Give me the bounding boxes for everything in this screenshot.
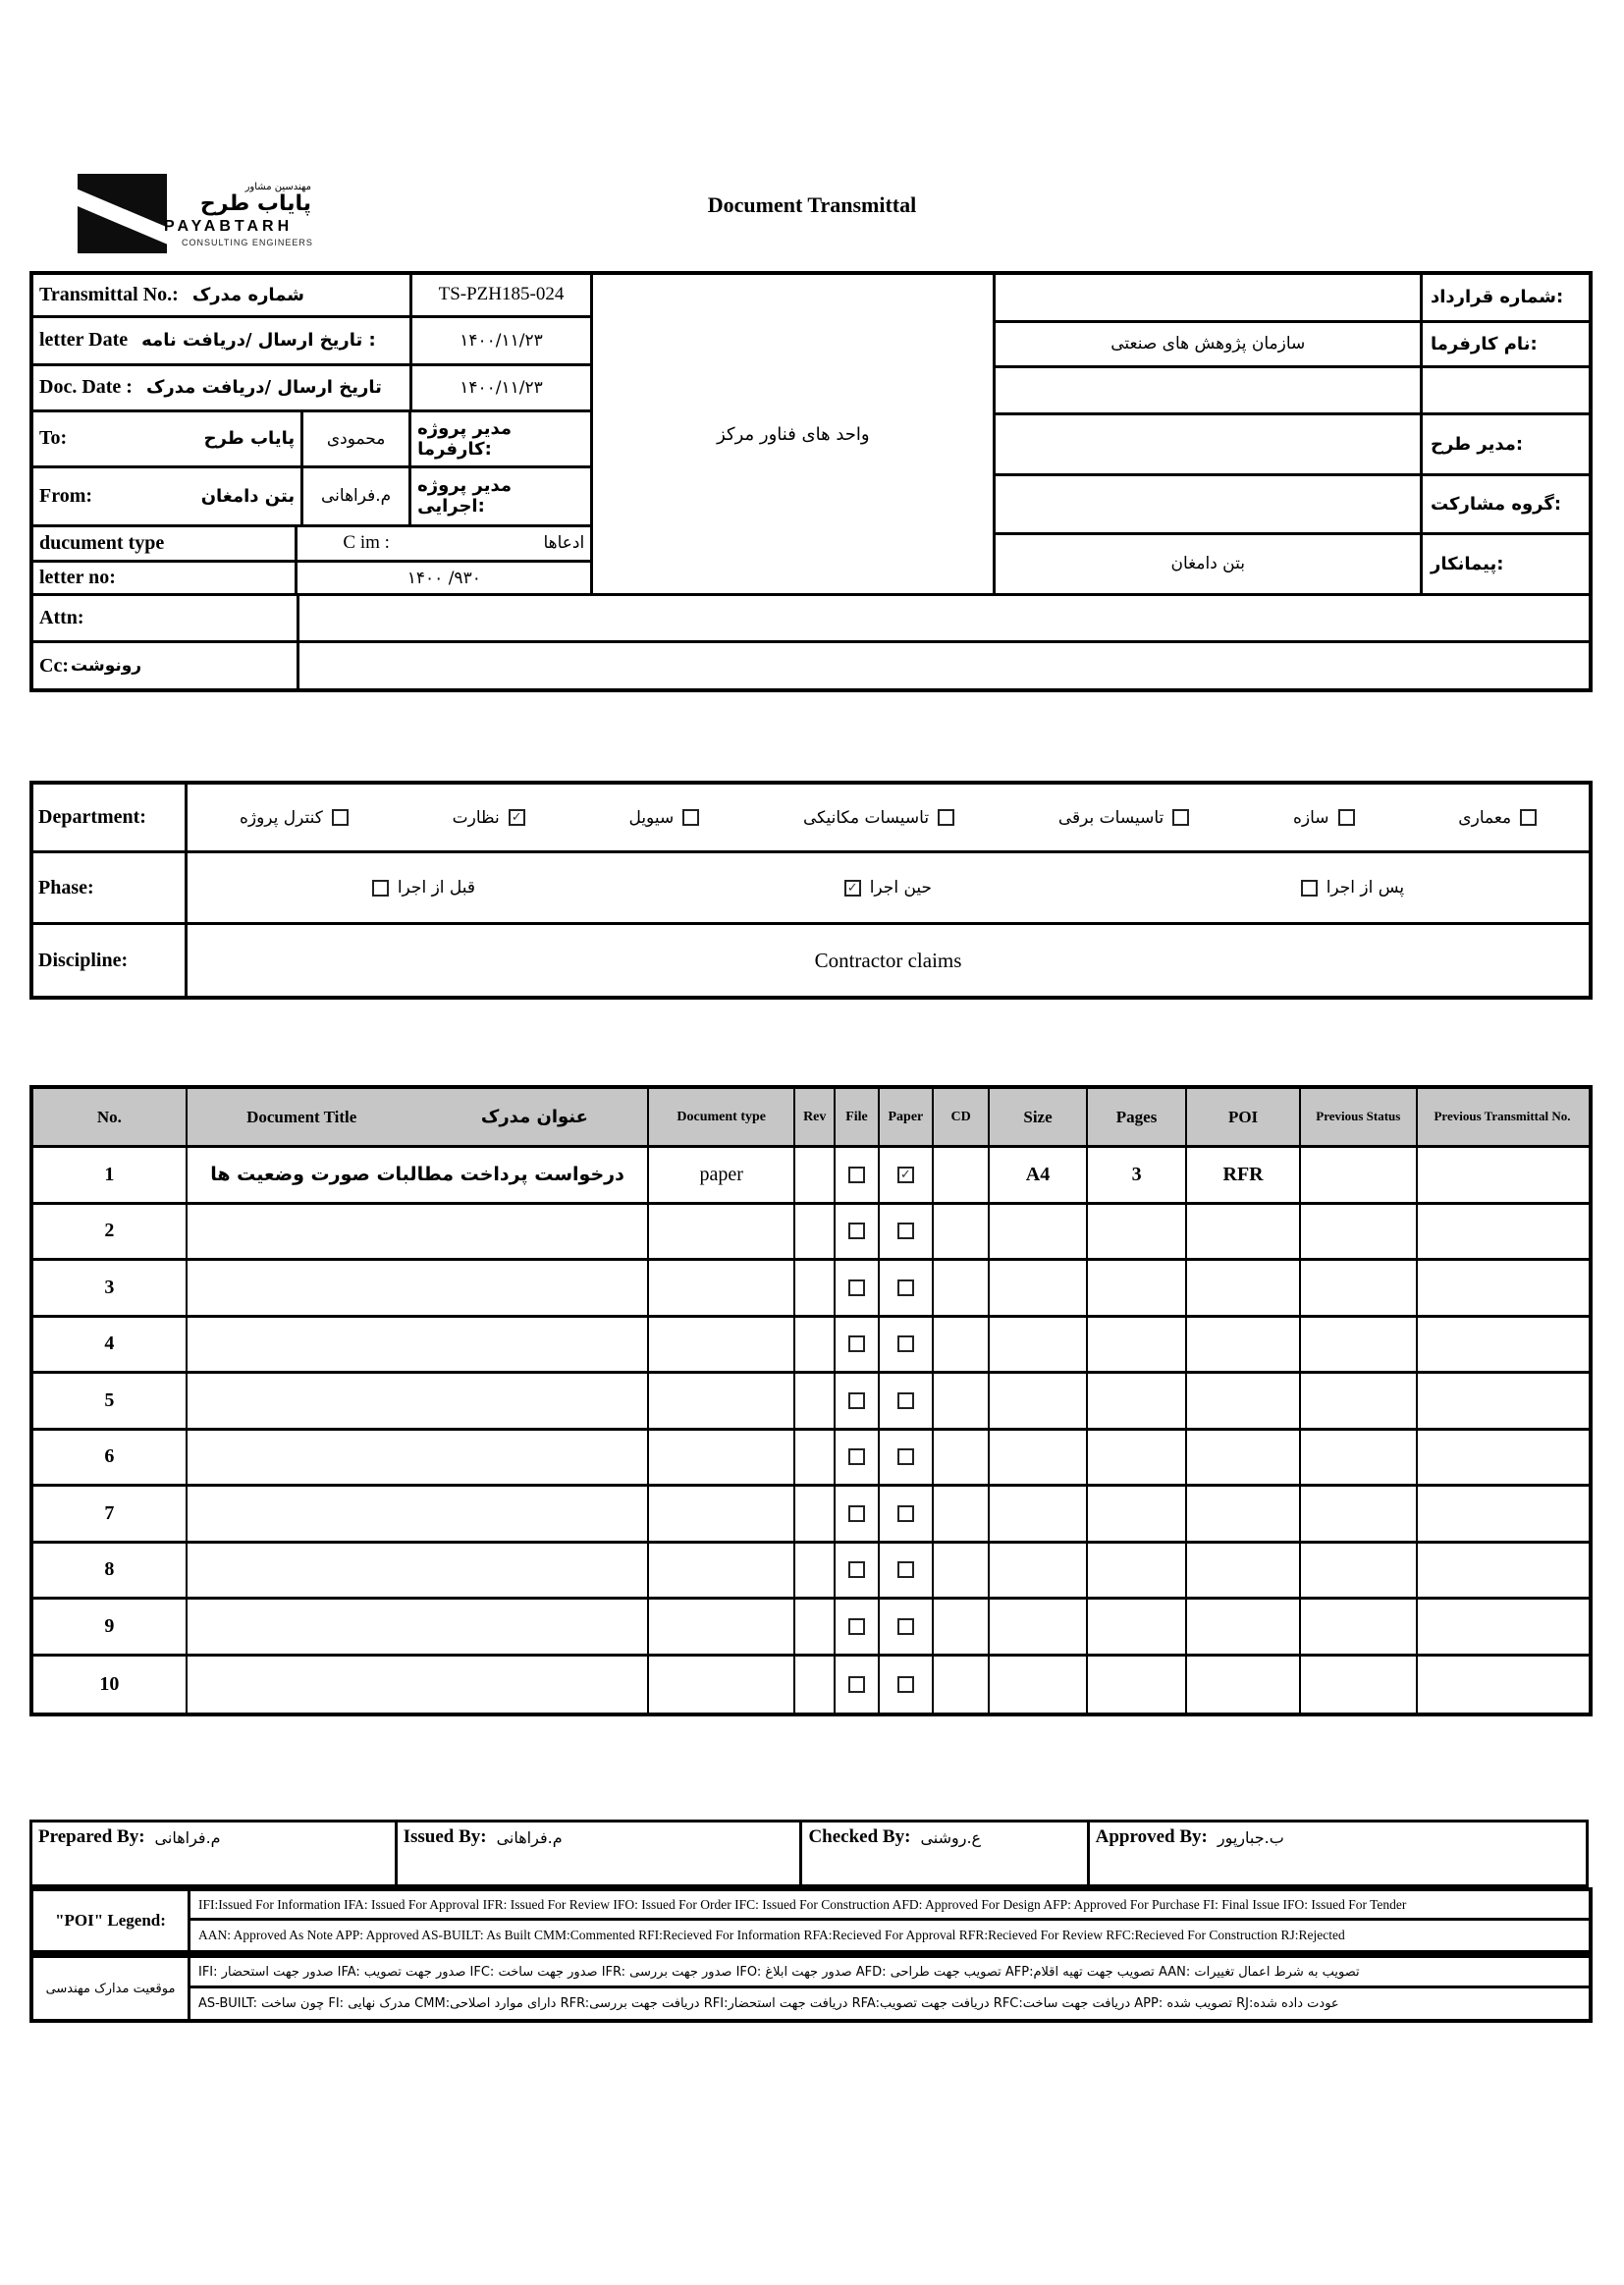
doc-cell-pages[interactable]	[1088, 1261, 1187, 1315]
doc-cell-pages[interactable]	[1088, 1318, 1187, 1372]
department-checkbox[interactable]	[1520, 809, 1537, 826]
doc-cell-size[interactable]	[990, 1205, 1088, 1259]
discipline-value[interactable]: Contractor claims	[814, 948, 962, 972]
department-option-label: نظارت	[452, 807, 500, 828]
doc-cell-type[interactable]	[649, 1205, 795, 1259]
file-checkbox[interactable]	[848, 1335, 865, 1352]
documents-table	[29, 1085, 1593, 1716]
file-checkbox[interactable]	[848, 1561, 865, 1578]
doc-cell-title[interactable]	[188, 1544, 649, 1598]
doc-cell-type[interactable]	[649, 1657, 795, 1714]
transmittal-no-label: Transmittal No.:	[39, 283, 179, 305]
fa-legend-line2: AS-BUILT: چون ساخت FI: مدرک نهایی CMM:دارای موارد اصلاحی RFR:دریافت جهت بررسی RFI:دریافت جهت استحضار RFA:دریافت جهت تصویب RFC:دریافت جهت ساخت APP: تصویب شده RJ:عودت داده شده	[198, 1996, 1339, 2011]
cc-row	[33, 643, 1589, 688]
file-checkbox[interactable]	[848, 1448, 865, 1465]
doc-cell-no[interactable]: 9	[33, 1600, 188, 1654]
doc-cell-prev-transmittal[interactable]	[1418, 1261, 1588, 1315]
transmittal-no-row	[33, 275, 590, 318]
contractor-value[interactable]: بتن دامغان	[996, 535, 1423, 593]
documents-header-row	[33, 1089, 1589, 1148]
col-cd: CD	[934, 1089, 990, 1145]
doc-cell-prev-transmittal[interactable]	[1418, 1374, 1588, 1428]
doc-cell-prev-transmittal[interactable]	[1418, 1487, 1588, 1541]
doc-cell-title[interactable]	[188, 1148, 649, 1202]
doc-cell-poi[interactable]: RFR	[1187, 1148, 1301, 1202]
phase-label: Phase:	[33, 853, 188, 922]
to-person[interactable]: محمودی	[303, 412, 411, 465]
doc-cell-type[interactable]	[649, 1600, 795, 1654]
doc-cell-prev-status[interactable]	[1301, 1600, 1418, 1654]
doc-cell-type[interactable]	[649, 1431, 795, 1485]
phase-option	[844, 878, 932, 898]
doc-cell-pages[interactable]	[1088, 1600, 1187, 1654]
to-label: To:	[39, 427, 68, 450]
doc-cell-file	[836, 1318, 879, 1372]
signature-row	[29, 1820, 1589, 1887]
documents-body	[33, 1148, 1589, 1713]
col-prev-status: Previous Status	[1301, 1089, 1418, 1145]
doc-cell-rev[interactable]	[795, 1261, 836, 1315]
paper-checkbox[interactable]	[897, 1448, 914, 1465]
department-checkbox[interactable]	[682, 809, 699, 826]
document-row	[33, 1544, 1589, 1601]
file-checkbox[interactable]	[848, 1223, 865, 1239]
doc-cell-prev-status[interactable]	[1301, 1487, 1418, 1541]
file-checkbox[interactable]	[848, 1505, 865, 1522]
from-label: From:	[39, 484, 93, 507]
doc-cell-paper	[880, 1544, 934, 1598]
doc-cell-size[interactable]	[990, 1544, 1088, 1598]
to-row	[33, 412, 590, 468]
document-row	[33, 1600, 1589, 1657]
prepared-by-box	[29, 1820, 395, 1887]
plan-manager-label: مدیر طرح:	[1431, 433, 1524, 455]
from-role: مدیر پروژه اجرایی:	[417, 475, 513, 517]
doc-cell-no[interactable]: 1	[33, 1148, 188, 1202]
doc-cell-paper	[880, 1148, 934, 1202]
col-title-en: Document Title	[246, 1107, 357, 1126]
doc-cell-rev[interactable]	[795, 1374, 836, 1428]
file-checkbox[interactable]	[848, 1167, 865, 1183]
doc-cell-paper	[880, 1318, 934, 1372]
doc-cell-cd[interactable]	[934, 1657, 990, 1714]
approved-by-box	[1087, 1820, 1589, 1887]
paper-checkbox[interactable]	[897, 1392, 914, 1409]
doc-cell-pages[interactable]	[1088, 1205, 1187, 1259]
doc-cell-cd[interactable]	[934, 1261, 990, 1315]
file-checkbox[interactable]	[848, 1392, 865, 1409]
fa-legend-line1: IFI: صدور جهت استحضار IFA: صدور جهت تصویب IFC: صدور جهت ساخت IFR: صدور جهت بررسی IFO: صدور جهت ابلاغ AFD: تصویب جهت طراحی AFP:تصویب جهت تهیه اقلام AAN: تصویب به شرط اعمال تغییرات	[190, 1958, 1589, 1988]
doc-cell-size[interactable]	[990, 1600, 1088, 1654]
from-value[interactable]: بتن دامغان	[200, 485, 296, 507]
department-checkbox[interactable]	[332, 809, 349, 826]
from-row	[33, 468, 590, 526]
doc-cell-size[interactable]	[990, 1374, 1088, 1428]
doc-cell-pages[interactable]	[1088, 1431, 1187, 1485]
doc-cell-paper	[880, 1487, 934, 1541]
doc-cell-no[interactable]: 5	[33, 1374, 188, 1428]
doc-cell-rev[interactable]	[795, 1544, 836, 1598]
letter-no-label: letter no:	[39, 567, 116, 589]
department-checkbox[interactable]	[938, 809, 954, 826]
doc-cell-no[interactable]: 8	[33, 1544, 188, 1598]
doc-cell-poi[interactable]	[1187, 1374, 1301, 1428]
doc-cell-pages[interactable]	[1088, 1374, 1187, 1428]
department-option-label: سازه	[1293, 807, 1329, 828]
doc-cell-pages[interactable]: 3	[1088, 1148, 1187, 1202]
document-type-value-en[interactable]: C im :	[343, 532, 390, 554]
doc-cell-file	[836, 1374, 879, 1428]
cc-label: Cc:	[39, 654, 69, 677]
document-row	[33, 1318, 1589, 1375]
doc-date-label: Doc. Date :	[39, 376, 133, 399]
doc-cell-cd[interactable]	[934, 1544, 990, 1598]
document-row	[33, 1487, 1589, 1544]
doc-cell-poi[interactable]	[1187, 1487, 1301, 1541]
paper-checkbox[interactable]	[897, 1279, 914, 1296]
poi-legend-line2: AAN: Approved As Note APP: Approved AS-BUILT: As Built CMM:Commented RFI:Recieved For Information RFA:Recieved For Approval RFR:Recieved For Review RFC:Recieved For Construction RJ:Rejected	[198, 1928, 1345, 1942]
doc-cell-paper	[880, 1374, 934, 1428]
doc-cell-no[interactable]: 10	[33, 1657, 188, 1714]
doc-cell-size[interactable]	[990, 1431, 1088, 1485]
doc-cell-poi[interactable]	[1187, 1318, 1301, 1372]
col-type: Document type	[649, 1089, 795, 1145]
logo-tagline-fa: مهندسین مشاور	[244, 182, 311, 192]
doc-cell-title[interactable]	[188, 1487, 649, 1541]
doc-cell-type[interactable]: paper	[649, 1148, 795, 1202]
doc-cell-cd[interactable]	[934, 1600, 990, 1654]
fa-legend-label: موقعیت مدارک مهندسی	[33, 1958, 190, 2019]
transmittal-no-label-fa: شماره مدرک	[191, 284, 304, 305]
doc-date-value[interactable]: ۱۴۰۰/۱۱/۲۳	[460, 377, 543, 398]
contract-no-value[interactable]	[996, 275, 1423, 320]
file-checkbox[interactable]	[848, 1279, 865, 1296]
phase-option	[372, 878, 475, 898]
doc-cell-prev-transmittal[interactable]	[1418, 1205, 1588, 1259]
poi-legend-line1: IFI:Issued For Information IFA: Issued For Approval IFR: Issued For Review IFO: Issued For Order IFC: Issued For Construction AFD: Approved For Design AFP: Approved For Purchase FI: Final Issue IFO: Issued For Tender	[190, 1891, 1589, 1921]
doc-cell-cd[interactable]	[934, 1205, 990, 1259]
paper-checkbox[interactable]	[897, 1618, 914, 1635]
doc-cell-rev[interactable]	[795, 1148, 836, 1202]
doc-cell-prev-transmittal[interactable]	[1418, 1657, 1588, 1714]
doc-cell-file	[836, 1487, 879, 1541]
doc-cell-cd[interactable]	[934, 1374, 990, 1428]
letter-no-row	[33, 563, 590, 593]
cc-value[interactable]	[299, 643, 1589, 688]
paper-checkbox[interactable]	[897, 1505, 914, 1522]
phase-option	[1301, 878, 1404, 898]
paper-checkbox[interactable]	[897, 1676, 914, 1693]
partnership-group-row	[996, 476, 1589, 534]
contractor-label: پیمانکار:	[1431, 553, 1504, 574]
blank-label	[1423, 368, 1589, 412]
doc-cell-size[interactable]	[990, 1261, 1088, 1315]
doc-cell-title[interactable]	[188, 1205, 649, 1259]
engineering-docs-status-legend	[29, 1954, 1593, 2023]
doc-cell-prev-transmittal[interactable]	[1418, 1600, 1588, 1654]
document-row	[33, 1261, 1589, 1318]
department-row	[33, 785, 1589, 853]
approved-by-name[interactable]: ب.جبارپور	[1217, 1828, 1284, 1847]
letter-date-label: letter Date	[39, 329, 129, 352]
doc-cell-title[interactable]	[188, 1374, 649, 1428]
doc-cell-prev-status[interactable]	[1301, 1148, 1418, 1202]
contract-no-row	[996, 275, 1589, 323]
department-options	[188, 785, 1589, 850]
doc-date-row	[33, 366, 590, 412]
phase-option-label: قبل از اجرا	[397, 878, 476, 898]
doc-cell-rev[interactable]	[795, 1657, 836, 1714]
phase-checkbox[interactable]: ✓	[844, 880, 861, 897]
doc-cell-poi[interactable]	[1187, 1600, 1301, 1654]
doc-cell-no[interactable]: 2	[33, 1205, 188, 1259]
logo-subtitle: CONSULTING ENGINEERS	[182, 238, 313, 248]
doc-cell-pages[interactable]	[1088, 1657, 1187, 1714]
doc-cell-no[interactable]: 4	[33, 1318, 188, 1372]
phase-option-label: حین اجرا	[869, 878, 933, 898]
col-rev: Rev	[795, 1089, 836, 1145]
client-name-value[interactable]: سازمان پژوهش های صنعتی	[996, 323, 1423, 366]
doc-cell-cd[interactable]	[934, 1487, 990, 1541]
contract-no-label: شماره قرارداد:	[1431, 287, 1564, 308]
phase-option-label: پس از اجرا	[1326, 878, 1405, 898]
paper-checkbox[interactable]	[897, 1561, 914, 1578]
doc-cell-type[interactable]	[649, 1261, 795, 1315]
document-type-row	[33, 527, 590, 564]
doc-cell-poi[interactable]	[1187, 1205, 1301, 1259]
client-name-label: نام کارفرما:	[1431, 333, 1538, 354]
poi-legend	[29, 1887, 1593, 1954]
page-title: Document Transmittal	[707, 192, 917, 217]
doc-cell-title[interactable]	[188, 1657, 649, 1714]
doc-cell-rev[interactable]	[795, 1205, 836, 1259]
client-name-row	[996, 323, 1589, 369]
paper-checkbox[interactable]	[897, 1223, 914, 1239]
checked-by-label: Checked By:	[808, 1826, 911, 1847]
letter-date-value[interactable]: ۱۴۰۰/۱۱/۲۳	[460, 330, 543, 351]
doc-cell-paper	[880, 1657, 934, 1714]
department-option-label: کنترل پروژه	[239, 807, 323, 828]
doc-date-label-fa: تاریخ ارسال /دریافت مدرک	[145, 377, 382, 399]
department-option	[453, 808, 525, 828]
blank-row	[996, 368, 1589, 415]
doc-cell-paper	[880, 1431, 934, 1485]
transmittal-info-table	[29, 271, 1593, 692]
issued-by-label: Issued By:	[403, 1826, 487, 1847]
doc-cell-prev-transmittal[interactable]	[1418, 1148, 1588, 1202]
doc-cell-prev-status[interactable]	[1301, 1318, 1418, 1372]
department-option-label: سیویل	[628, 807, 675, 828]
doc-cell-rev[interactable]	[795, 1487, 836, 1541]
doc-cell-rev[interactable]	[795, 1318, 836, 1372]
attn-label: Attn:	[39, 607, 84, 628]
document-row	[33, 1657, 1589, 1714]
letter-date-row	[33, 318, 590, 367]
doc-cell-poi[interactable]	[1187, 1544, 1301, 1598]
department-option	[803, 808, 954, 828]
department-option-label: معماری	[1458, 807, 1512, 828]
document-type-value-fa[interactable]: ادعاها	[543, 533, 585, 554]
issued-by-box	[395, 1820, 800, 1887]
doc-cell-file	[836, 1261, 879, 1315]
col-file: File	[836, 1089, 879, 1145]
document-title-text: درخواست پرداخت مطالبات صورت وضعیت ها	[210, 1164, 624, 1186]
department-checkbox[interactable]	[1338, 809, 1355, 826]
doc-cell-file	[836, 1431, 879, 1485]
doc-cell-title[interactable]	[188, 1431, 649, 1485]
department-option	[1458, 808, 1537, 828]
doc-cell-prev-status[interactable]	[1301, 1544, 1418, 1598]
doc-cell-title[interactable]	[188, 1318, 649, 1372]
doc-cell-cd[interactable]	[934, 1148, 990, 1202]
doc-cell-cd[interactable]	[934, 1318, 990, 1372]
transmittal-no-value[interactable]: TS-PZH185-024	[438, 284, 565, 305]
plan-manager-value[interactable]	[996, 415, 1423, 473]
phase-checkbox[interactable]	[372, 880, 389, 897]
paper-checkbox[interactable]	[897, 1335, 914, 1352]
doc-cell-pages[interactable]	[1088, 1544, 1187, 1598]
prepared-by-label: Prepared By:	[38, 1826, 145, 1847]
doc-cell-prev-status[interactable]	[1301, 1431, 1418, 1485]
contractor-row	[996, 535, 1589, 593]
partnership-group-value[interactable]	[996, 476, 1423, 531]
doc-cell-file	[836, 1148, 879, 1202]
col-no: No.	[33, 1089, 188, 1145]
col-size: Size	[990, 1089, 1088, 1145]
doc-cell-size[interactable]	[990, 1318, 1088, 1372]
doc-cell-cd[interactable]	[934, 1431, 990, 1485]
doc-cell-prev-transmittal[interactable]	[1418, 1544, 1588, 1598]
phase-row	[33, 853, 1589, 925]
doc-cell-prev-status[interactable]	[1301, 1205, 1418, 1259]
blank-value[interactable]	[996, 368, 1423, 412]
doc-cell-pages[interactable]	[1088, 1487, 1187, 1541]
doc-cell-no[interactable]: 6	[33, 1431, 188, 1485]
attn-row	[33, 596, 1589, 643]
doc-cell-size[interactable]	[990, 1487, 1088, 1541]
doc-cell-prev-transmittal[interactable]	[1418, 1318, 1588, 1372]
doc-cell-prev-status[interactable]	[1301, 1657, 1418, 1714]
doc-cell-file	[836, 1657, 879, 1714]
poi-legend-label: "POI" Legend:	[33, 1891, 190, 1950]
document-row	[33, 1205, 1589, 1262]
letter-date-label-fa: تاریخ ارسال /دریافت نامه :	[141, 330, 376, 352]
doc-cell-size[interactable]	[990, 1657, 1088, 1714]
document-row	[33, 1431, 1589, 1488]
department-option-label: تاسیسات برقی	[1057, 807, 1164, 828]
document-type-label: ducument type	[39, 531, 165, 554]
paper-checkbox[interactable]: ✓	[897, 1167, 914, 1183]
doc-cell-file	[836, 1600, 879, 1654]
doc-cell-type[interactable]	[649, 1487, 795, 1541]
department-checkbox[interactable]	[1172, 809, 1189, 826]
prepared-by-name[interactable]: م.فراهانی	[154, 1828, 221, 1847]
col-paper: Paper	[880, 1089, 934, 1145]
document-row	[33, 1148, 1589, 1205]
doc-cell-file	[836, 1544, 879, 1598]
col-pages: Pages	[1088, 1089, 1187, 1145]
to-value[interactable]: پایاب طرح	[203, 428, 296, 450]
doc-cell-rev[interactable]	[795, 1600, 836, 1654]
col-poi: POI	[1187, 1089, 1301, 1145]
discipline-label: Discipline:	[33, 925, 188, 996]
doc-cell-poi[interactable]	[1187, 1657, 1301, 1714]
department-label: Department:	[33, 785, 188, 850]
logo-brand-en: PAYABTARH	[164, 218, 294, 236]
discipline-row	[33, 925, 1589, 996]
doc-cell-paper	[880, 1600, 934, 1654]
to-role: مدیر پروژه کارفرما:	[417, 417, 513, 460]
col-title-fa: عنوان مدرک	[480, 1107, 588, 1127]
department-option-label: تاسیسات مکانیکی	[802, 807, 930, 828]
department-option	[628, 808, 699, 828]
from-person[interactable]: م.فراهانی	[303, 468, 411, 523]
cc-label-fa: رونوشت	[70, 656, 142, 676]
document-row	[33, 1374, 1589, 1431]
issued-by-name[interactable]: م.فراهانی	[496, 1828, 563, 1847]
company-logo	[78, 174, 333, 264]
department-option	[1293, 808, 1355, 828]
department-option	[1058, 808, 1189, 828]
doc-cell-poi[interactable]	[1187, 1431, 1301, 1485]
department-checkbox[interactable]: ✓	[509, 809, 525, 826]
letter-no-value[interactable]: ۱۴۰۰ /۹۳۰	[406, 568, 481, 588]
doc-cell-poi[interactable]	[1187, 1261, 1301, 1315]
doc-cell-file	[836, 1205, 879, 1259]
doc-cell-title[interactable]	[188, 1600, 649, 1654]
doc-cell-prev-transmittal[interactable]	[1418, 1431, 1588, 1485]
doc-cell-paper	[880, 1205, 934, 1259]
file-checkbox[interactable]	[848, 1618, 865, 1635]
doc-cell-prev-status[interactable]	[1301, 1261, 1418, 1315]
partnership-group-label: گروه مشارکت:	[1431, 493, 1562, 515]
doc-cell-no[interactable]: 3	[33, 1261, 188, 1315]
classification-table	[29, 781, 1593, 1000]
doc-cell-rev[interactable]	[795, 1431, 836, 1485]
doc-cell-type[interactable]	[649, 1318, 795, 1372]
department-option	[240, 808, 349, 828]
approved-by-label: Approved By:	[1095, 1826, 1208, 1847]
plan-manager-row	[996, 415, 1589, 476]
doc-cell-no[interactable]: 7	[33, 1487, 188, 1541]
center-note: واحد های فناور مرکز	[717, 423, 870, 445]
attn-value[interactable]	[299, 596, 1589, 640]
checked-by-box	[799, 1820, 1086, 1887]
doc-cell-type[interactable]	[649, 1544, 795, 1598]
doc-cell-prev-status[interactable]	[1301, 1374, 1418, 1428]
doc-cell-size[interactable]: A4	[990, 1148, 1088, 1202]
doc-cell-type[interactable]	[649, 1374, 795, 1428]
doc-cell-paper	[880, 1261, 934, 1315]
checked-by-name[interactable]: ع.روشنی	[920, 1828, 982, 1847]
phase-options	[188, 853, 1589, 922]
file-checkbox[interactable]	[848, 1676, 865, 1693]
col-prev-transmittal: Previous Transmittal No.	[1434, 1109, 1571, 1124]
phase-checkbox[interactable]	[1301, 880, 1318, 897]
doc-cell-title[interactable]	[188, 1261, 649, 1315]
logo-brand-fa: پایاب طرح	[199, 191, 311, 216]
